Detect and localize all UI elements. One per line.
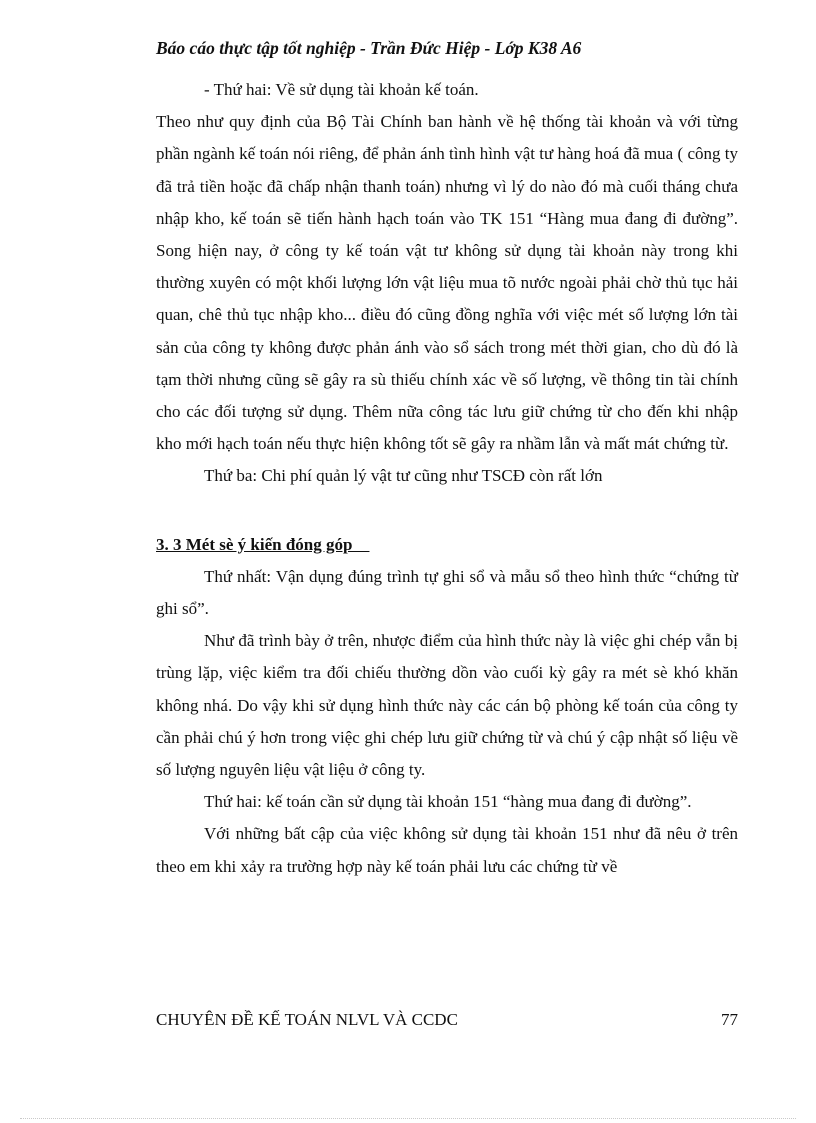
paragraph-inadequacy: Với những bất cập của việc không sử dụng tài khoản 151 như đã nêu ở trên theo em khi xảy ra trường hợp này kế toán phải lưu các chứng từ về	[156, 824, 738, 876]
page-number: 77	[721, 1010, 738, 1029]
footer-title: CHUYÊN ĐỀ KẾ TOÁN NLVL VÀ CCDC	[156, 1010, 458, 1029]
page-bottom-border	[20, 1118, 796, 1119]
paragraph-second-point: - Thứ hai: Về sử dụng tài khoản kế toán.	[204, 80, 479, 99]
paragraph-second-proposal: Thứ hai: kế toán cần sử dụng tài khoản 151 “hàng mua đang đi đường”.	[204, 792, 692, 812]
paragraph-weakness: Như đã trình bày ở trên, nhược điểm của hình thức này là việc ghi chép vẫn bị trùng lặp, việc kiểm tra đối chiếu thường dồn vào cuối kỳ gây ra mét sè khó khăn không nhá. Do vậy khi sử dụng hình thức này các cán bộ phòng kế toán của công ty cần phải chú ý hơn trong việc ghi chép lưu giữ chứng từ và chú ý cập nhật số liệu về số lượng nguyên liệu vật liệu ở công ty.	[156, 631, 738, 780]
section-title: 3. 3 Mét sè ý kiến đóng góp	[156, 534, 370, 554]
paragraph-first-proposal: Thứ nhất: Vận dụng đúng trình tự ghi sổ và mẫu sổ theo hình thức “chứng từ ghi sổ”.	[156, 566, 738, 619]
paragraph-account-usage: Theo như quy định của Bộ Tài Chính ban hành về hệ thống tài khoản và với từng phần ngành kế toán nói riêng, để phản ánh tình hình vật tư hàng hoá đã mua ( công ty đã trả tiền hoặc đã chấp nhận thanh toán) nhưng vì lý do nào đó mà cuối tháng chưa nhập kho, kế toán sẽ tiến hành hạch toán vào TK 151 “Hàng mua đang đi đường”. Song hiện nay, ở công ty kế toán vật tư không sử dụng tài khoản này trong khi thường xuyên có một khối lượng lớn vật liệu mua tõ nước ngoài phải chờ thủ tục hải quan, chê thủ tục nhập kho... điều đó cũng đồng nghĩa với việc mét số lượng lớn tài sản của công ty không được phản ánh vào sổ sách trong mét thời gian, cho dù đó là tạm thời nhưng cũng sẽ gây ra sù thiếu chính xác về số lượng, về thông tin tài chính cho các đối tượng sử dụng. Thêm nữa công tác lưu giữ chứng từ cho đến khi nhập kho mới hạch toán nếu thực hiện không tốt sẽ gây ra nhầm lẫn và mất mát chứng từ.	[156, 112, 738, 454]
page-footer	[156, 1010, 738, 1030]
paragraph-third-point: Thứ ba: Chi phí quản lý vật tư cũng như TSCĐ còn rất lớn	[204, 466, 603, 486]
document-body	[156, 74, 738, 883]
section-heading	[156, 529, 738, 561]
page-header: Báo cáo thực tập tốt nghiệp - Trần Đức Hiệp - Lớp K38 A6	[156, 38, 582, 58]
section-gap	[156, 493, 738, 529]
